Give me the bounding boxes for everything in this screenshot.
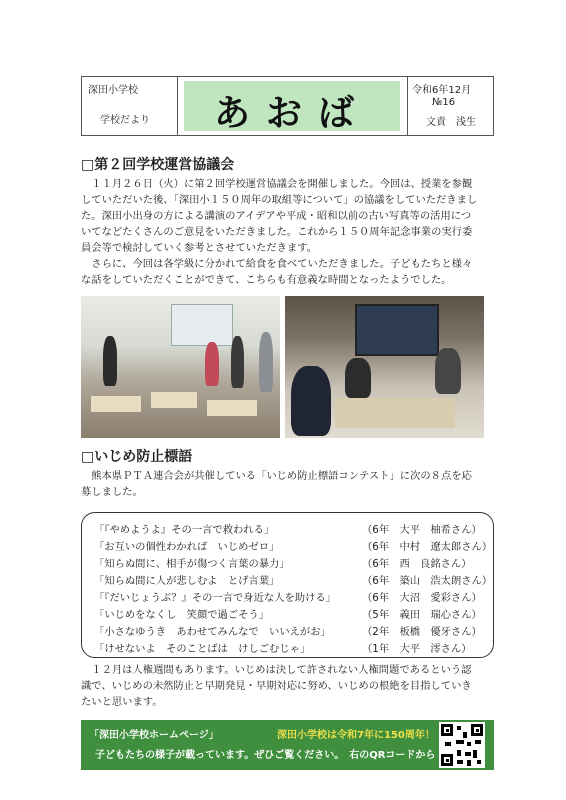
section-outro-bullying [81, 662, 494, 710]
body-line: 熊本県ＰＴＡ連合会が共催している「いじめ防止標語コンテスト」に次の８点を応 [81, 470, 472, 482]
slogan-text: 「知らぬ間に、相手が傷つく言葉の暴力」 [94, 558, 290, 570]
slogan-author: （6年 中村 遼太郎さん） [362, 541, 493, 553]
body-line: た。深田小出身の方による講演のアイデアや平成・昭和以前の古い写真等の活用につ [81, 210, 472, 222]
body-line: さらに、今回は各学級に分かれて給食を食べていただきました。子どもたちと様々 [81, 258, 473, 270]
newsletter-title: あおば [213, 92, 370, 134]
qr-module [465, 752, 471, 756]
photo-desk [207, 400, 257, 416]
qr-module [467, 760, 471, 766]
homepage-label: 「深田小学校ホームページ」 [89, 730, 219, 741]
qr-module [477, 760, 481, 764]
header-left-cell [82, 77, 178, 135]
body-line: 識で、いじめの未然防止と早期発見・早期対応に努め、いじめの根絶を目指していき [81, 680, 472, 692]
body-line: １２月は人権週間もあります。いじめは決して許されない人権問題であるという認 [81, 664, 472, 676]
section-heading-council: □第２回学校運営協議会 [81, 157, 235, 173]
qr-module [457, 726, 461, 730]
section-intro-bullying [81, 468, 494, 500]
slogan-author: （1年 大平 澪さん） [362, 643, 472, 655]
author: 文責 浅生 [426, 117, 476, 128]
photo-person [103, 336, 117, 386]
classroom-photo-lunch [285, 296, 484, 438]
photo-person [231, 336, 244, 388]
slogan-row [82, 640, 493, 658]
photo-person [205, 342, 219, 386]
slogan-text: 「知らぬ間に人が悲しむよ とげ言葉」 [94, 575, 280, 587]
newsletter-header [81, 76, 494, 136]
qr-module [445, 742, 451, 746]
photo-person [259, 332, 273, 392]
anniversary-label: 深田小学校は令和7年に150周年！ [277, 730, 435, 741]
qr-module [473, 750, 477, 758]
slogan-text: 「『やめようよ』その一言で救われる」 [94, 524, 275, 536]
slogan-text: 「小さなゆうき あわせてみんなで いいえがお」 [94, 626, 331, 638]
photo-person [435, 348, 461, 394]
photo-desk [91, 396, 141, 412]
slogan-author: （5年 義田 瑞心さん） [362, 609, 482, 621]
photo-person [291, 366, 331, 436]
title-band [184, 81, 400, 134]
slogan-author: （6年 大沼 愛彩さん） [362, 592, 482, 604]
slogan-text: 「『だいじょうぶ？』その一言で身近な人を助ける」 [94, 592, 336, 604]
slogan-author: （6年 大平 柚希さん） [362, 524, 482, 536]
header-right-cell [407, 77, 494, 135]
school-name: 深田小学校 [88, 85, 138, 96]
qr-module [457, 750, 461, 756]
body-line: たいと思います。 [81, 696, 163, 708]
issue-number: №16 [432, 97, 456, 108]
qr-module [467, 742, 471, 746]
homepage-description: 子どもたちの様子が載っています。ぜひご覧ください。 右のQRコードから [95, 750, 436, 761]
slogan-author: （6年 築山 浩太朗さん） [362, 575, 493, 587]
body-line: 募しました。 [81, 486, 143, 498]
body-line: していただいた後、「深田小１５０周年の取組等について」の協議をしていただきまし [81, 194, 478, 206]
slogan-row [82, 555, 493, 573]
photo-desk [335, 398, 455, 428]
qr-code-icon[interactable] [439, 722, 485, 768]
classroom-photo-visit [81, 296, 280, 438]
body-line: 員会等で検討していく参考とさせていただきます。 [81, 242, 318, 254]
slogan-row [82, 606, 493, 624]
slogan-row [82, 521, 493, 539]
newsletter-name: 学校だより [100, 115, 150, 126]
slogan-list-box [81, 512, 494, 658]
slogan-author: （6年 西 良銘さん） [362, 558, 472, 570]
slogan-row [82, 538, 493, 556]
slogan-text: 「お互いの個性わかれば いじめゼロ」 [94, 541, 280, 553]
qr-module [456, 740, 464, 744]
slogan-row [82, 623, 493, 641]
qr-finder [441, 724, 453, 736]
slogan-author: （2年 板橋 優牙さん） [362, 626, 482, 638]
photo-desk [151, 392, 197, 408]
slogan-row [82, 589, 493, 607]
photo-screen [355, 304, 439, 356]
slogan-text: 「いじめをなくし 笑顔で過ごそう」 [94, 609, 270, 621]
qr-module [457, 760, 463, 764]
slogan-text: 「けせないよ そのことばは けしごむじゃ」 [94, 643, 311, 655]
qr-module [463, 732, 467, 738]
section-body-council [81, 176, 494, 288]
issue-date: 令和6年12月 [412, 85, 472, 96]
body-line: いてなどたくさんのご意見をいただきました。これから１５０周年記念事業の実行委 [81, 226, 473, 238]
qr-finder [441, 754, 453, 766]
photo-person [345, 358, 371, 398]
slogan-row [82, 572, 493, 590]
photo-board [171, 304, 233, 346]
qr-finder [471, 724, 483, 736]
homepage-banner [81, 720, 494, 770]
qr-module [475, 740, 481, 744]
body-line: な話をしていただくことができて、こちらも有意義な時間となったようでした。 [81, 274, 452, 286]
section-heading-bullying: □いじめ防止標語 [81, 449, 193, 465]
body-line: １１月２６日（火）に第２回学校運営協議会を開催しました。今回は、授業を参観 [81, 178, 473, 190]
